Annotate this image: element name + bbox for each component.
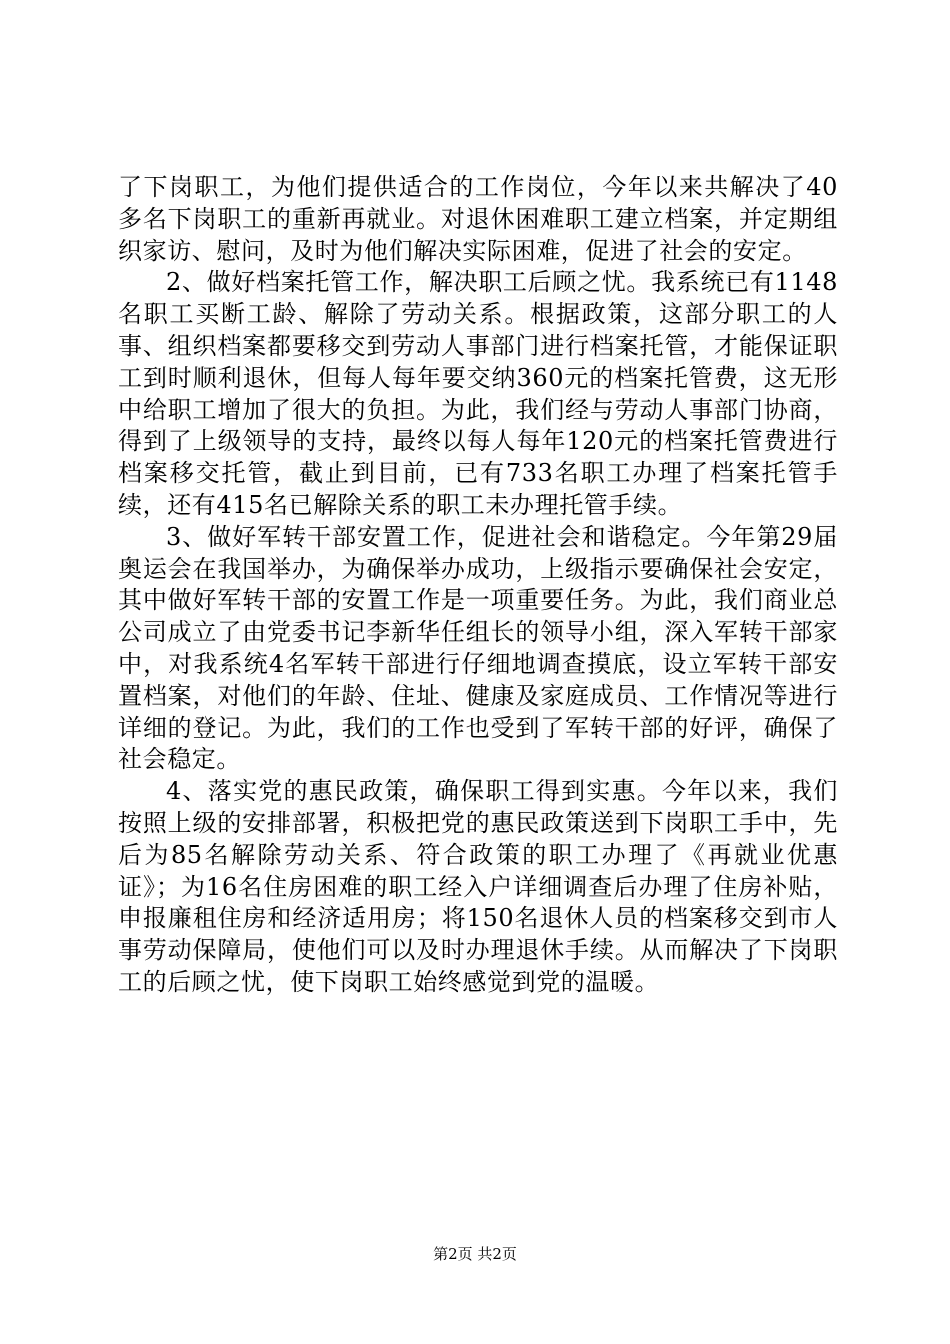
page-footer: 第2页 共2页	[433, 1245, 517, 1263]
document-body	[118, 172, 838, 999]
paragraph-archive-custody: 2、做好档案托管工作，解决职工后顾之忧。我系统已有1148名职工买断工龄、解除了劳动关系。根据政策，这部分职工的人事、组织档案都要移交到劳动人事部门进行档案托管，才能保证职工到时顺利退休，但每人每年要交纳360元的档案托管费，这无形中给职工增加了很大的负担。为此，我们经与劳动人事部门协商，得到了上级领导的支持，最终以每人每年120元的档案托管费进行档案移交托管，截止到目前，已有733名职工办理了档案托管手续，还有415名已解除关系的职工未办理托管手续。	[118, 268, 838, 519]
paragraph-welfare-policy: 4、落实党的惠民政策，确保职工得到实惠。今年以来，我们按照上级的安排部署，积极把党的惠民政策送到下岗职工手中，先后为85名解除劳动关系、符合政策的职工办理了《再就业优惠证》；为16名住房困难的职工经入户详细调查后办理了住房补贴，申报廉租住房和经济适用房；将150名退休人员的档案移交到市人事劳动保障局，使他们可以及时办理退休手续。从而解决了下岗职工的后顾之忧，使下岗职工始终感觉到党的温暖。	[118, 777, 838, 996]
paragraph-continuation: 了下岗职工，为他们提供适合的工作岗位，今年以来共解决了40多名下岗职工的重新再就业。对退休困难职工建立档案，并定期组织家访、慰问，及时为他们解决实际困难，促进了社会的安定。	[118, 173, 838, 265]
paragraph-veteran-cadres: 3、做好军转干部安置工作，促进社会和谐稳定。今年第29届奥运会在我国举办，为确保举办成功，上级指示要确保社会安定，其中做好军转干部的安置工作是一项重要任务。为此，我们商业总公司成立了由党委书记李新华任组长的领导小组，深入军转干部家中，对我系统4名军转干部进行仔细地调查摸底，设立军转干部安置档案，对他们的年龄、住址、健康及家庭成员、工作情况等进行详细的登记。为此，我们的工作也受到了军转干部的好评，确保了社会稳定。	[118, 522, 838, 774]
